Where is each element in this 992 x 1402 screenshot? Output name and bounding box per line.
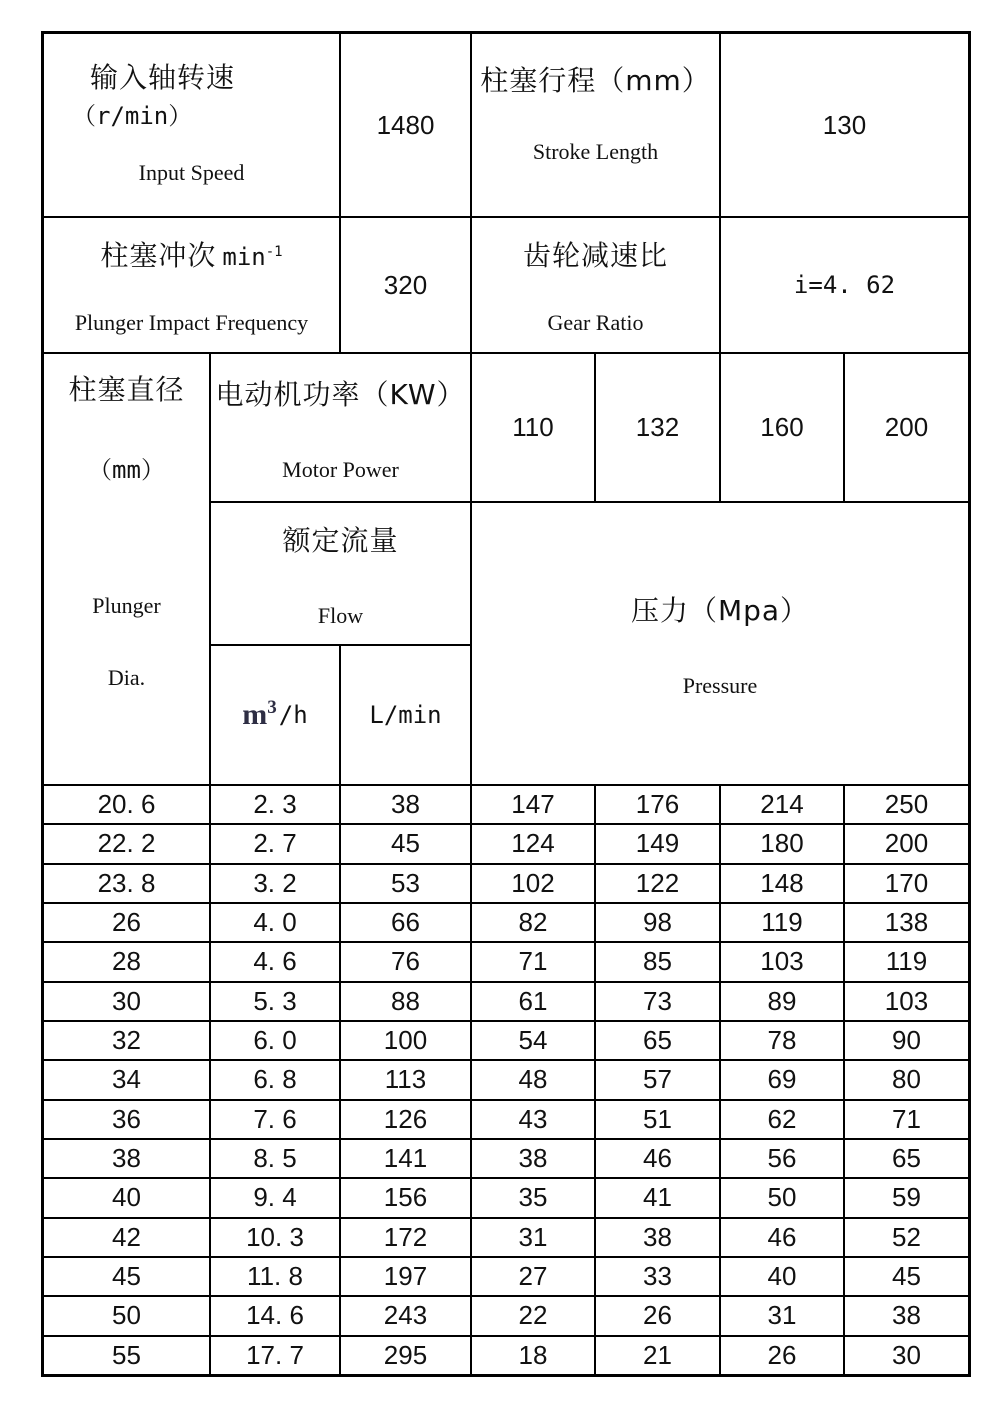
stroke-length-zh: 柱塞行程（mm） [480,64,711,97]
data-cell-r3-c1: 23. 8 [43,864,210,903]
data-cell-r6-c7: 103 [844,982,969,1021]
data-cell-r4-c4: 82 [471,903,595,942]
data-cell-r5-c7: 119 [844,942,969,981]
data-cell-r12-c3: 172 [340,1218,471,1257]
data-cell-r10-c4: 38 [471,1139,595,1178]
data-cell-r7-c4: 54 [471,1021,595,1060]
data-cell-r11-c5: 41 [595,1178,720,1217]
motor-power-value-110: 110 [512,412,554,442]
data-cell-r14-c2: 14. 6 [210,1296,340,1335]
data-cell-r13-c3: 197 [340,1257,471,1296]
data-cell-r11-c1: 40 [43,1178,210,1217]
data-cell-r2-c4: 124 [471,824,595,863]
data-cell-r8-c3: 113 [340,1060,471,1099]
motor-power-value-160-cell [720,353,844,502]
plunger-dia-en2: Dia. [107,665,146,690]
input-speed-value-cell [340,33,471,217]
data-cell-r4-c1: 26 [43,903,210,942]
data-cell-r2-c6: 180 [720,824,844,863]
motor-power-value-132-cell [595,353,720,502]
motor-power-value-110-cell [471,353,595,502]
data-cell-r1-c5: 176 [595,785,720,824]
gear-ratio-value-cell [720,217,969,353]
data-cell-r9-c5: 51 [595,1100,720,1139]
data-cell-r9-c7: 71 [844,1100,969,1139]
data-cell-r1-c2: 2. 3 [210,785,340,824]
data-cell-r15-c7: 30 [844,1336,969,1375]
data-cell-r7-c5: 65 [595,1021,720,1060]
stroke-length-value: 130 [822,109,867,140]
data-cell-r14-c4: 22 [471,1296,595,1335]
data-cell-r3-c2: 3. 2 [210,864,340,903]
data-cell-r8-c4: 48 [471,1060,595,1099]
data-cell-r2-c5: 149 [595,824,720,863]
pressure-label-cell [471,502,969,785]
impact-frequency-unit: $\min^{-1}$ [222,243,283,271]
data-cell-r14-c3: 243 [340,1296,471,1335]
data-cell-r1-c6: 214 [720,785,844,824]
stroke-length-value-cell [720,33,969,217]
data-cell-r12-c2: 10. 3 [210,1218,340,1257]
data-cell-r15-c6: 26 [720,1336,844,1375]
data-cell-r9-c6: 62 [720,1100,844,1139]
data-cell-r9-c1: 36 [43,1100,210,1139]
input-speed-zh: 输入轴转速 [90,61,236,94]
gear-ratio-label-cell [471,217,720,353]
data-cell-r10-c7: 65 [844,1139,969,1178]
impact-frequency-zh-line [100,234,282,274]
motor-power-label-cell [210,353,471,502]
motor-power-value-160: 160 [760,412,804,442]
flow-unit-m3h-cell [210,645,340,785]
data-cell-r5-c3: 76 [340,942,471,981]
flow-en: Flow [317,602,364,628]
data-cell-r3-c5: 122 [595,864,720,903]
plunger-dia-en1: Plunger [92,593,161,618]
data-cell-r7-c6: 78 [720,1021,844,1060]
data-cell-r6-c5: 73 [595,982,720,1021]
gear-ratio-value: i=4. 62 [793,271,896,299]
pressure-en: Pressure [682,672,758,698]
data-cell-r11-c6: 50 [720,1178,844,1217]
data-cell-r11-c4: 35 [471,1178,595,1217]
spec-table [41,31,971,1377]
data-cell-r8-c7: 80 [844,1060,969,1099]
data-cell-r8-c5: 57 [595,1060,720,1099]
input-speed-unit: （r/min） [72,102,193,130]
data-cell-r10-c6: 56 [720,1139,844,1178]
data-cell-r6-c2: 5. 3 [210,982,340,1021]
pressure-zh: 压力（Mpa） [630,593,810,627]
data-cell-r8-c2: 6. 8 [210,1060,340,1099]
data-cell-r2-c1: 22. 2 [43,824,210,863]
data-cell-r13-c6: 40 [720,1257,844,1296]
data-cell-r4-c2: 4. 0 [210,903,340,942]
data-cell-r12-c5: 38 [595,1218,720,1257]
data-cell-r10-c2: 8. 5 [210,1139,340,1178]
input-speed-label-cell [43,33,340,217]
data-cell-r15-c4: 18 [471,1336,595,1375]
data-cell-r15-c5: 21 [595,1336,720,1375]
data-cell-r6-c3: 88 [340,982,471,1021]
data-cell-r7-c1: 32 [43,1021,210,1060]
gear-ratio-zh: 齿轮减速比 [522,239,668,272]
plunger-dia-unit: （mm） [88,456,165,484]
data-cell-r10-c1: 38 [43,1139,210,1178]
data-cell-r13-c2: 11. 8 [210,1257,340,1296]
motor-power-en: Motor Power [282,456,399,482]
data-cell-r11-c7: 59 [844,1178,969,1217]
flow-unit-m3: $m^3$ [242,697,277,731]
data-cell-r2-c7: 200 [844,824,969,863]
data-cell-r9-c2: 7. 6 [210,1100,340,1139]
data-cell-r14-c6: 31 [720,1296,844,1335]
data-cell-r15-c2: 17. 7 [210,1336,340,1375]
input-speed-value: 1480 [376,109,435,140]
data-cell-r7-c3: 100 [340,1021,471,1060]
data-cell-r5-c6: 103 [720,942,844,981]
data-cell-r13-c7: 45 [844,1257,969,1296]
data-cell-r8-c6: 69 [720,1060,844,1099]
data-cell-r6-c4: 61 [471,982,595,1021]
data-cell-r6-c6: 89 [720,982,844,1021]
impact-frequency-zh: 柱塞冲次 [100,239,217,272]
data-cell-r8-c1: 34 [43,1060,210,1099]
data-cell-r12-c6: 46 [720,1218,844,1257]
data-cell-r15-c3: 295 [340,1336,471,1375]
data-cell-r10-c3: 141 [340,1139,471,1178]
data-cell-r3-c6: 148 [720,864,844,903]
data-cell-r5-c4: 71 [471,942,595,981]
data-cell-r1-c7: 250 [844,785,969,824]
flow-unit-lmin: L/min [369,701,442,729]
gear-ratio-en: Gear Ratio [547,310,644,335]
motor-power-value-200: 200 [884,412,929,442]
motor-power-value-200-cell [844,353,969,502]
data-cell-r9-c3: 126 [340,1100,471,1139]
flow-label-cell [210,502,471,645]
data-cell-r4-c7: 138 [844,903,969,942]
stroke-length-label-cell [471,33,720,217]
impact-frequency-en: Plunger Impact Frequency [74,310,309,335]
data-cell-r3-c3: 53 [340,864,471,903]
data-cell-r2-c2: 2. 7 [210,824,340,863]
data-cell-r11-c3: 156 [340,1178,471,1217]
data-cell-r1-c1: 20. 6 [43,785,210,824]
motor-power-value-132: 132 [635,412,680,442]
data-cell-r4-c6: 119 [720,903,844,942]
input-speed-zh-block [72,56,235,131]
plunger-dia-zh: 柱塞直径 [68,373,185,406]
data-cell-r1-c3: 38 [340,785,471,824]
motor-power-zh: 电动机功率（KW） [215,377,466,411]
data-cell-r2-c3: 45 [340,824,471,863]
flow-zh: 额定流量 [282,523,399,557]
data-cell-r3-c7: 170 [844,864,969,903]
impact-frequency-value: 320 [383,269,428,300]
data-cell-r13-c1: 45 [43,1257,210,1296]
data-cell-r13-c4: 27 [471,1257,595,1296]
data-cell-r4-c5: 98 [595,903,720,942]
data-cell-r7-c7: 90 [844,1021,969,1060]
impact-frequency-label-cell [43,217,340,353]
impact-frequency-value-cell [340,217,471,353]
data-cell-r5-c2: 4. 6 [210,942,340,981]
stroke-length-en: Stroke Length [532,139,659,164]
data-cell-r14-c1: 50 [43,1296,210,1335]
data-cell-r14-c5: 26 [595,1296,720,1335]
input-speed-en: Input Speed [138,160,245,185]
data-cell-r4-c3: 66 [340,903,471,942]
data-cell-r12-c1: 42 [43,1218,210,1257]
data-cell-r14-c7: 38 [844,1296,969,1335]
data-cell-r13-c5: 33 [595,1257,720,1296]
data-cell-r15-c1: 55 [43,1336,210,1375]
data-cell-r12-c7: 52 [844,1218,969,1257]
data-cell-r5-c5: 85 [595,942,720,981]
data-cell-r3-c4: 102 [471,864,595,903]
data-cell-r10-c5: 46 [595,1139,720,1178]
data-cell-r9-c4: 43 [471,1100,595,1139]
data-cell-r6-c1: 30 [43,982,210,1021]
flow-unit-lmin-cell [340,645,471,785]
data-cell-r11-c2: 9. 4 [210,1178,340,1217]
plunger-dia-label-cell [43,353,210,785]
data-cell-r7-c2: 6. 0 [210,1021,340,1060]
data-cell-r1-c4: 147 [471,785,595,824]
flow-unit-per-h: /h [278,701,308,729]
data-cell-r12-c4: 31 [471,1218,595,1257]
data-cell-r5-c1: 28 [43,942,210,981]
